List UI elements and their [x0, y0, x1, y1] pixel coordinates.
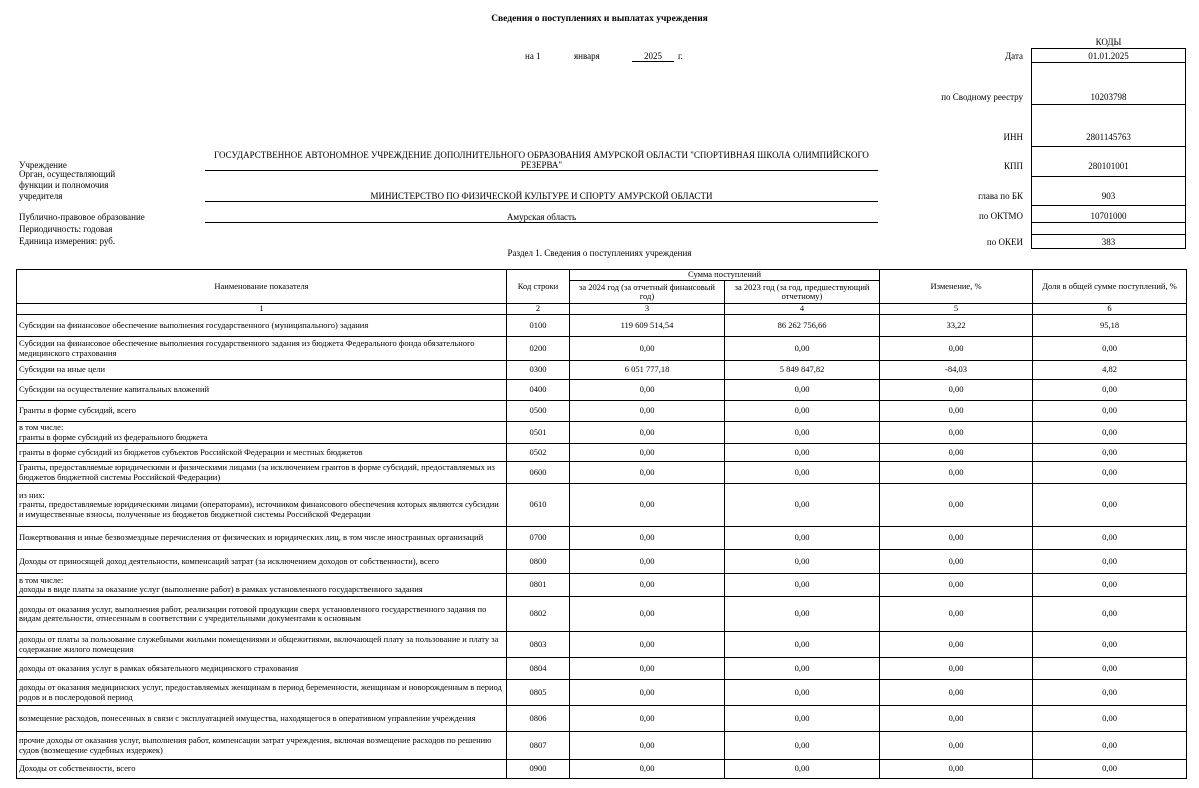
- row-2023: 5 849 847,82: [725, 361, 880, 380]
- header-2024: за 2024 год (за отчетный финансовый год): [570, 281, 725, 304]
- codes-divider: [1031, 176, 1186, 177]
- row-code: 0806: [507, 706, 570, 732]
- row-2023: 0,00: [725, 760, 880, 779]
- row-change: 0,00: [880, 760, 1033, 779]
- row-code: 0804: [507, 658, 570, 680]
- col-number: 5: [880, 304, 1033, 315]
- row-share: 95,18: [1033, 315, 1187, 337]
- date-month: января: [574, 51, 600, 61]
- table-row: [17, 444, 1187, 462]
- row-change: -84,03: [880, 361, 1033, 380]
- row-2023: 0,00: [725, 462, 880, 484]
- row-2023: 0,00: [725, 337, 880, 361]
- row-code: 0100: [507, 315, 570, 337]
- header-sum: Сумма поступлений: [570, 270, 880, 281]
- codes-divider: [1031, 62, 1186, 63]
- row-name: доходы от платы за пользование служебными жилыми помещениями и общежитиями, включающей плату за пользование и плату за содержание жилого помещения: [17, 632, 507, 658]
- codes-divider: [1031, 222, 1186, 223]
- row-2024: 0,00: [570, 380, 725, 401]
- row-name: Гранты, предоставляемые юридическими и физическими лицами (за исключением грантов в форме субсидий, предоставляемых из бюджетов бюджетной системы Российской Федерации): [17, 462, 507, 484]
- row-2024: 0,00: [570, 422, 725, 444]
- row-2024: 0,00: [570, 732, 725, 760]
- okei-label: по ОКЕИ: [986, 237, 1023, 247]
- row-code: 0805: [507, 680, 570, 706]
- kpp-label: КПП: [1003, 161, 1023, 171]
- row-name: Субсидии на финансовое обеспечение выполнения государственного задания из бюджета Федерального фонда обязательного медицинского страхования: [17, 337, 507, 361]
- row-change: 0,00: [880, 462, 1033, 484]
- header-change: Изменение, %: [880, 270, 1033, 304]
- table-row: [17, 462, 1187, 484]
- row-name: Субсидии на финансовое обеспечение выполнения государственного (муниципального) задания: [17, 315, 507, 337]
- bk-label: глава по БК: [978, 191, 1023, 201]
- row-code: 0700: [507, 527, 570, 550]
- row-share: 0,00: [1033, 444, 1187, 462]
- row-2024: 0,00: [570, 550, 725, 574]
- table-row: [17, 337, 1187, 361]
- row-code: 0807: [507, 732, 570, 760]
- inn-label: ИНН: [1003, 132, 1023, 142]
- row-change: 0,00: [880, 422, 1033, 444]
- institution-name: ГОСУДАРСТВЕННОЕ АВТОНОМНОЕ УЧРЕЖДЕНИЕ ДОПОЛНИТЕЛЬНОГО ОБРАЗОВАНИЯ АМУРСКОЙ ОБЛАСТИ "СПОРТИВНАЯ ШКОЛА ОЛИМПИЙСКОГО РЕЗЕРВА": [205, 150, 878, 171]
- table-row: [17, 760, 1187, 779]
- inn-value: 2801145763: [1086, 132, 1131, 142]
- row-2023: 0,00: [725, 422, 880, 444]
- row-share: 0,00: [1033, 422, 1187, 444]
- row-share: 0,00: [1033, 632, 1187, 658]
- report-title: Сведения о поступлениях и выплатах учреждения: [491, 14, 708, 24]
- table-row: [17, 680, 1187, 706]
- date-label: Дата: [1005, 51, 1023, 61]
- registry-value: 10203798: [1090, 92, 1127, 102]
- row-share: 0,00: [1033, 597, 1187, 632]
- col-number: 3: [570, 304, 725, 315]
- table-row: [17, 632, 1187, 658]
- row-code: 0800: [507, 550, 570, 574]
- row-2024: 0,00: [570, 597, 725, 632]
- table-row: [17, 574, 1187, 597]
- row-2024: 0,00: [570, 444, 725, 462]
- row-code: 0200: [507, 337, 570, 361]
- row-name: доходы от оказания услуг, выполнения работ, реализации готовой продукции сверх установленного государственного задания по видам деятельности, отнесенным в соответствии с учредительными документами к основным: [17, 597, 507, 632]
- table-row: [17, 422, 1187, 444]
- table-row: [17, 706, 1187, 732]
- table-row: [17, 361, 1187, 380]
- row-share: 0,00: [1033, 337, 1187, 361]
- row-2024: 0,00: [570, 706, 725, 732]
- row-name: возмещение расходов, понесенных в связи с эксплуатацией имущества, находящегося в оперативном управлении учреждения: [17, 706, 507, 732]
- row-code: 0802: [507, 597, 570, 632]
- table-row: [17, 732, 1187, 760]
- row-change: 33,22: [880, 315, 1033, 337]
- row-code: 0300: [507, 361, 570, 380]
- date-value: 01.01.2025: [1088, 51, 1129, 61]
- table-row: [17, 658, 1187, 680]
- row-2023: 0,00: [725, 732, 880, 760]
- date-prefix: на 1: [525, 51, 541, 61]
- row-change: 0,00: [880, 597, 1033, 632]
- table-row: [17, 550, 1187, 574]
- table-row: [17, 401, 1187, 422]
- row-2024: 6 051 777,18: [570, 361, 725, 380]
- okei-value: 383: [1101, 237, 1116, 247]
- founder-label-2: функции и полномочия: [19, 180, 109, 190]
- row-change: 0,00: [880, 484, 1033, 527]
- row-2024: 0,00: [570, 484, 725, 527]
- row-name: прочие доходы от оказания услуг, выполнения работ, компенсации затрат учреждения, включая возмещение расходов по решению судов (возмещение судебных издержек): [17, 732, 507, 760]
- row-change: 0,00: [880, 632, 1033, 658]
- row-name: Субсидии на осуществление капитальных вложений: [17, 380, 507, 401]
- row-2024: 0,00: [570, 527, 725, 550]
- row-name: Доходы от приносящей доход деятельности, компенсаций затрат (за исключением доходов от собственности), всего: [17, 550, 507, 574]
- table-row: [17, 380, 1187, 401]
- row-share: 0,00: [1033, 760, 1187, 779]
- founder-name: МИНИСТЕРСТВО ПО ФИЗИЧЕСКОЙ КУЛЬТУРЕ И СПОРТУ АМУРСКОЙ ОБЛАСТИ: [205, 191, 878, 202]
- date-suffix: г.: [678, 51, 683, 61]
- row-change: 0,00: [880, 380, 1033, 401]
- row-change: 0,00: [880, 444, 1033, 462]
- founder-label-3: учредителя: [19, 191, 63, 201]
- row-share: 4,82: [1033, 361, 1187, 380]
- row-name: в том числе: гранты в форме субсидий из федерального бюджета: [17, 422, 507, 444]
- row-2023: 0,00: [725, 597, 880, 632]
- row-change: 0,00: [880, 401, 1033, 422]
- row-2023: 0,00: [725, 527, 880, 550]
- row-2023: 0,00: [725, 706, 880, 732]
- row-2024: 0,00: [570, 632, 725, 658]
- date-year: 2025: [632, 51, 674, 62]
- col-number: 1: [17, 304, 507, 315]
- row-2023: 0,00: [725, 444, 880, 462]
- row-share: 0,00: [1033, 550, 1187, 574]
- row-change: 0,00: [880, 680, 1033, 706]
- row-code: 0610: [507, 484, 570, 527]
- codes-divider: [1031, 234, 1186, 235]
- row-2023: 0,00: [725, 632, 880, 658]
- row-name: Доходы от собственности, всего: [17, 760, 507, 779]
- oktmo-value: 10701000: [1090, 211, 1127, 221]
- row-share: 0,00: [1033, 462, 1187, 484]
- unit: Единица измерения: руб.: [19, 236, 116, 246]
- row-share: 0,00: [1033, 574, 1187, 597]
- row-share: 0,00: [1033, 484, 1187, 527]
- header-code: Код строки: [507, 270, 570, 304]
- receipts-table: [16, 269, 1187, 779]
- row-name: доходы от оказания медицинских услуг, предоставляемых женщинам в период беременности, женщинам и новорожденным в период родов и в послеродовой период: [17, 680, 507, 706]
- row-2024: 0,00: [570, 760, 725, 779]
- registry-label: по Сводному реестру: [941, 92, 1023, 102]
- row-code: 0600: [507, 462, 570, 484]
- row-share: 0,00: [1033, 658, 1187, 680]
- row-change: 0,00: [880, 574, 1033, 597]
- periodicity: Периодичность: годовая: [19, 224, 113, 234]
- col-number: 6: [1033, 304, 1187, 315]
- row-name: в том числе: доходы в виде платы за оказание услуг (выполнение работ) в рамках установленного государственного задания: [17, 574, 507, 597]
- codes-divider: [1031, 104, 1186, 105]
- row-2023: 0,00: [725, 401, 880, 422]
- row-code: 0900: [507, 760, 570, 779]
- row-2023: 0,00: [725, 484, 880, 527]
- row-2023: 0,00: [725, 380, 880, 401]
- row-code: 0500: [507, 401, 570, 422]
- row-name: Субсидии на иные цели: [17, 361, 507, 380]
- row-2023: 0,00: [725, 574, 880, 597]
- row-2023: 86 262 756,66: [725, 315, 880, 337]
- row-code: 0803: [507, 632, 570, 658]
- row-name: Гранты в форме субсидий, всего: [17, 401, 507, 422]
- public-name: Амурская область: [205, 212, 878, 223]
- header-share: Доля в общей сумме поступлений, %: [1033, 270, 1187, 304]
- table-row: [17, 315, 1187, 337]
- codes-divider: [1031, 205, 1186, 206]
- row-name: из них: гранты, предоставляемые юридическими лицами (операторами), источником финансового обеспечения которых являются субсидии и имущественные взносы, полученные из бюджетов бюджетной системы Российской Федерации: [17, 484, 507, 527]
- row-code: 0400: [507, 380, 570, 401]
- row-change: 0,00: [880, 337, 1033, 361]
- row-2024: 0,00: [570, 337, 725, 361]
- row-code: 0801: [507, 574, 570, 597]
- codes-divider: [1031, 146, 1186, 147]
- row-change: 0,00: [880, 527, 1033, 550]
- header-name: Наименование показателя: [17, 270, 507, 304]
- oktmo-label: по ОКТМО: [979, 211, 1023, 221]
- row-2023: 0,00: [725, 658, 880, 680]
- founder-label-1: Орган, осуществляющий: [19, 169, 116, 179]
- codes-title: КОДЫ: [1095, 37, 1122, 47]
- row-share: 0,00: [1033, 732, 1187, 760]
- institution-label: Учреждение: [19, 160, 67, 170]
- row-2024: 0,00: [570, 462, 725, 484]
- row-code: 0502: [507, 444, 570, 462]
- row-2024: 0,00: [570, 574, 725, 597]
- col-number: 2: [507, 304, 570, 315]
- row-change: 0,00: [880, 658, 1033, 680]
- row-change: 0,00: [880, 550, 1033, 574]
- row-2024: 0,00: [570, 680, 725, 706]
- table-row: [17, 597, 1187, 632]
- row-2024: 0,00: [570, 658, 725, 680]
- public-label: Публично-правовое образование: [19, 212, 145, 222]
- row-name: доходы от оказания услуг в рамках обязательного медицинского страхования: [17, 658, 507, 680]
- bk-value: 903: [1101, 191, 1116, 201]
- row-name: Пожертвования и иные безвозмездные перечисления от физических и юридических лиц, в том числе иностранных организаций: [17, 527, 507, 550]
- col-number: 4: [725, 304, 880, 315]
- row-name: гранты в форме субсидий из бюджетов субъектов Российской Федерации и местных бюджетов: [17, 444, 507, 462]
- kpp-value: 280101001: [1088, 161, 1129, 171]
- row-change: 0,00: [880, 732, 1033, 760]
- row-code: 0501: [507, 422, 570, 444]
- row-change: 0,00: [880, 706, 1033, 732]
- row-2023: 0,00: [725, 680, 880, 706]
- header-2023: за 2023 год (за год, предшествующий отчетному): [725, 281, 880, 304]
- row-share: 0,00: [1033, 680, 1187, 706]
- section-title: Раздел 1. Сведения о поступлениях учреждения: [507, 248, 692, 258]
- row-share: 0,00: [1033, 380, 1187, 401]
- row-share: 0,00: [1033, 706, 1187, 732]
- table-row: [17, 527, 1187, 550]
- row-2024: 119 609 514,54: [570, 315, 725, 337]
- table-row: [17, 484, 1187, 527]
- row-share: 0,00: [1033, 401, 1187, 422]
- row-2024: 0,00: [570, 401, 725, 422]
- row-2023: 0,00: [725, 550, 880, 574]
- row-share: 0,00: [1033, 527, 1187, 550]
